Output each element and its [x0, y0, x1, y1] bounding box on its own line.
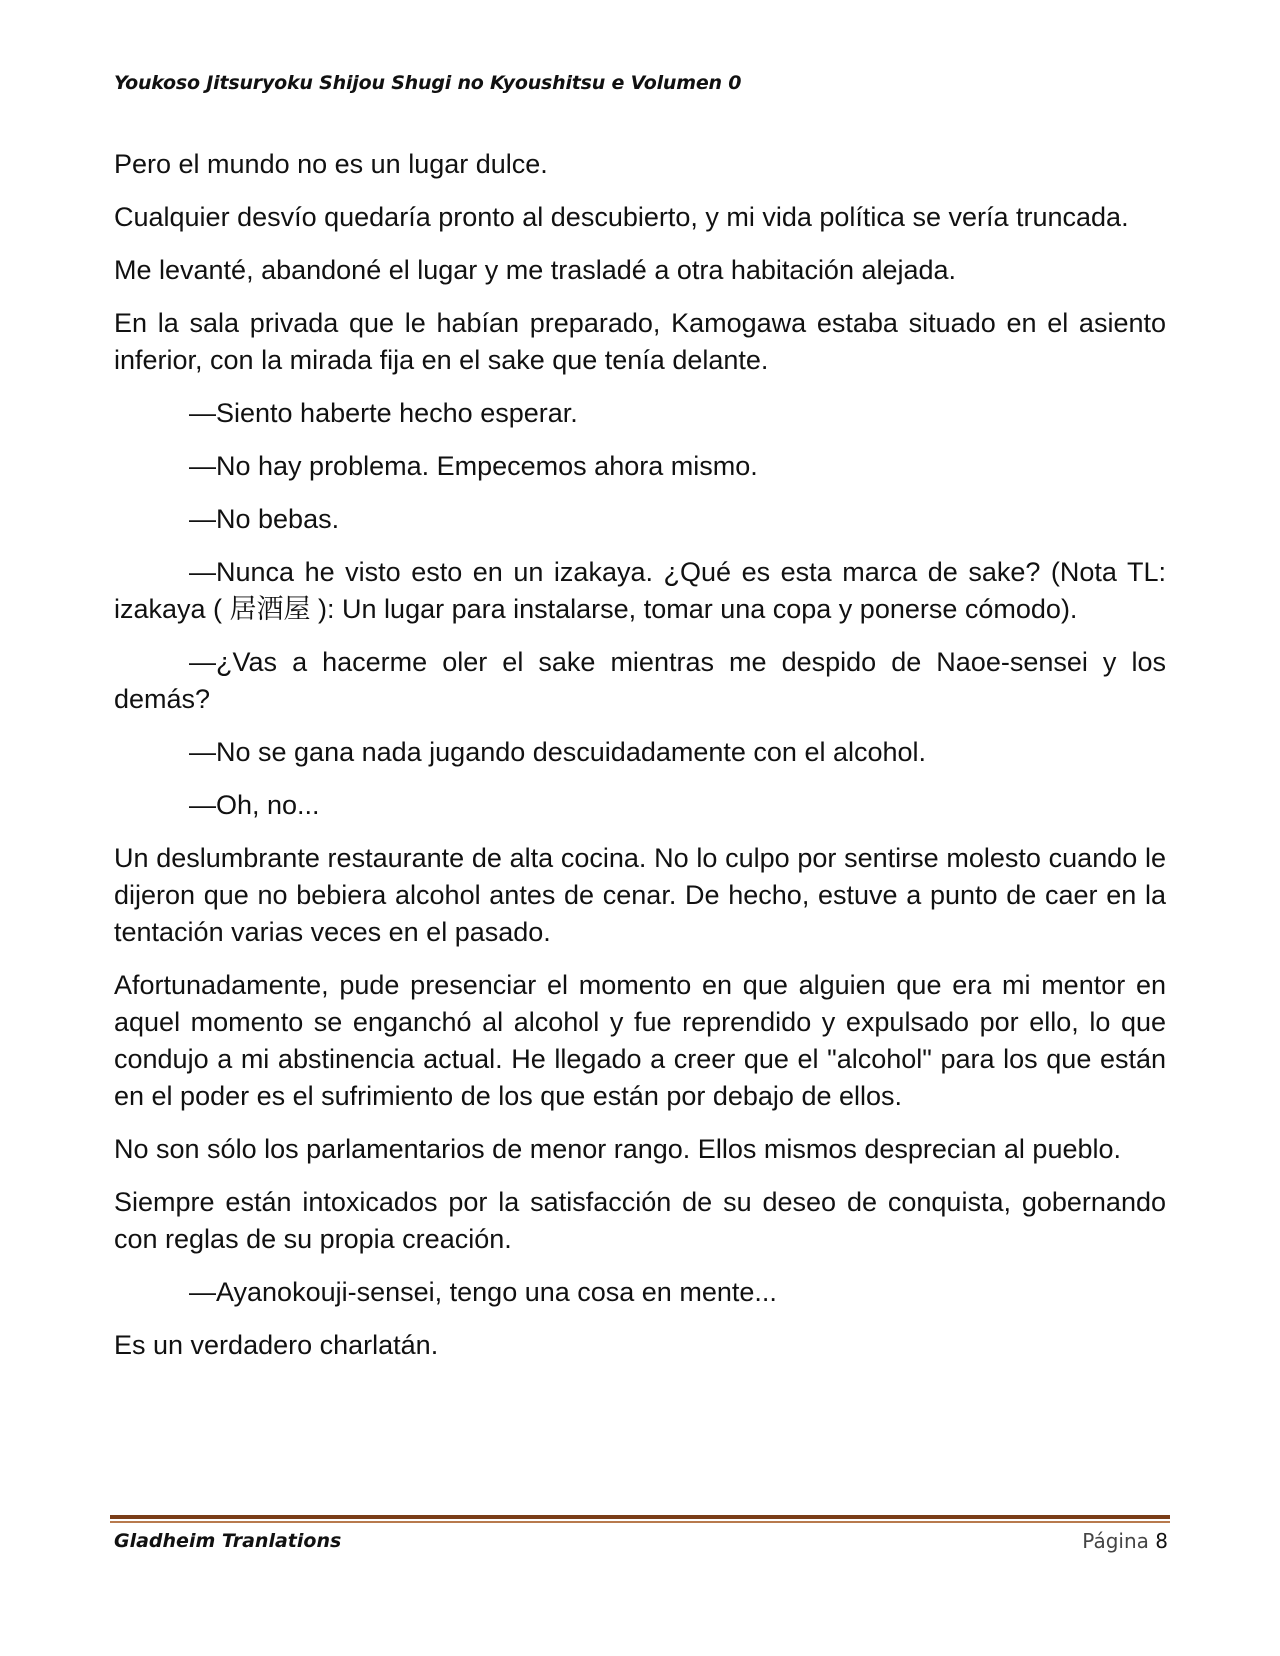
paragraph-6: Afortunadamente, pude presenciar el momento en que alguien que era mi mentor en aquel momento se enganchó al alcohol y fue reprendido y expulsado por ello, lo que condujo a mi abstinencia actual. He llegado a creer que el "alcohol" para los que están en el poder es el sufrimiento de los que están por debajo de ellos.	[114, 970, 1166, 1111]
dialogue-line-1: —Siento haberte hecho esperar.	[189, 398, 578, 428]
footer-divider-thin	[110, 1521, 1170, 1523]
paragraph-3: Me levanté, abandoné el lugar y me trasladé a otra habitación alejada.	[114, 255, 957, 285]
dialogue-line-3: —No bebas.	[189, 504, 340, 534]
document-body	[114, 146, 1166, 1380]
footer-page-indicator	[1082, 1529, 1168, 1553]
dialogue-line-4: —Nunca he visto esto en un izakaya. ¿Qué es esta marca de sake? (Nota TL: izakaya ( 居酒屋 ): Un lugar para instalarse, tomar una copa y ponerse cómodo).	[114, 557, 1166, 624]
paragraph-7: No son sólo los parlamentarios de menor rango. Ellos mismos desprecian al pueblo.	[114, 1134, 1122, 1164]
dialogue-line-8: —Ayanokouji-sensei, tengo una cosa en mente...	[189, 1277, 777, 1307]
page-header-title: Youkoso Jitsuryoku Shijou Shugi no Kyoushitsu e Volumen 0	[114, 72, 742, 94]
paragraph-4: En la sala privada que le habían preparado, Kamogawa estaba situado en el asiento inferior, con la mirada fija en el sake que tenía delante.	[114, 308, 1166, 375]
dialogue-line-5: —¿Vas a hacerme oler el sake mientras me despido de Naoe-sensei y los demás?	[114, 647, 1166, 714]
paragraph-9: Es un verdadero charlatán.	[114, 1330, 439, 1360]
dialogue-line-6: —No se gana nada jugando descuidadamente con el alcohol.	[189, 737, 927, 767]
footer-publisher: Gladheim Tranlations	[114, 1530, 342, 1552]
page-label: Página	[1082, 1529, 1149, 1553]
paragraph-1: Pero el mundo no es un lugar dulce.	[114, 149, 548, 179]
footer-divider-thick	[110, 1515, 1170, 1519]
paragraph-8: Siempre están intoxicados por la satisfacción de su deseo de conquista, gobernando con reglas de su propia creación.	[114, 1187, 1166, 1254]
dialogue-line-2: —No hay problema. Empecemos ahora mismo.	[189, 451, 758, 481]
paragraph-5: Un deslumbrante restaurante de alta cocina. No lo culpo por sentirse molesto cuando le dijeron que no bebiera alcohol antes de cenar. De hecho, estuve a punto de caer en la tentación varias veces en el pasado.	[114, 843, 1166, 947]
page-number: 8	[1155, 1529, 1168, 1553]
dialogue-line-7: —Oh, no...	[189, 790, 320, 820]
paragraph-2: Cualquier desvío quedaría pronto al descubierto, y mi vida política se vería truncada.	[114, 202, 1129, 232]
